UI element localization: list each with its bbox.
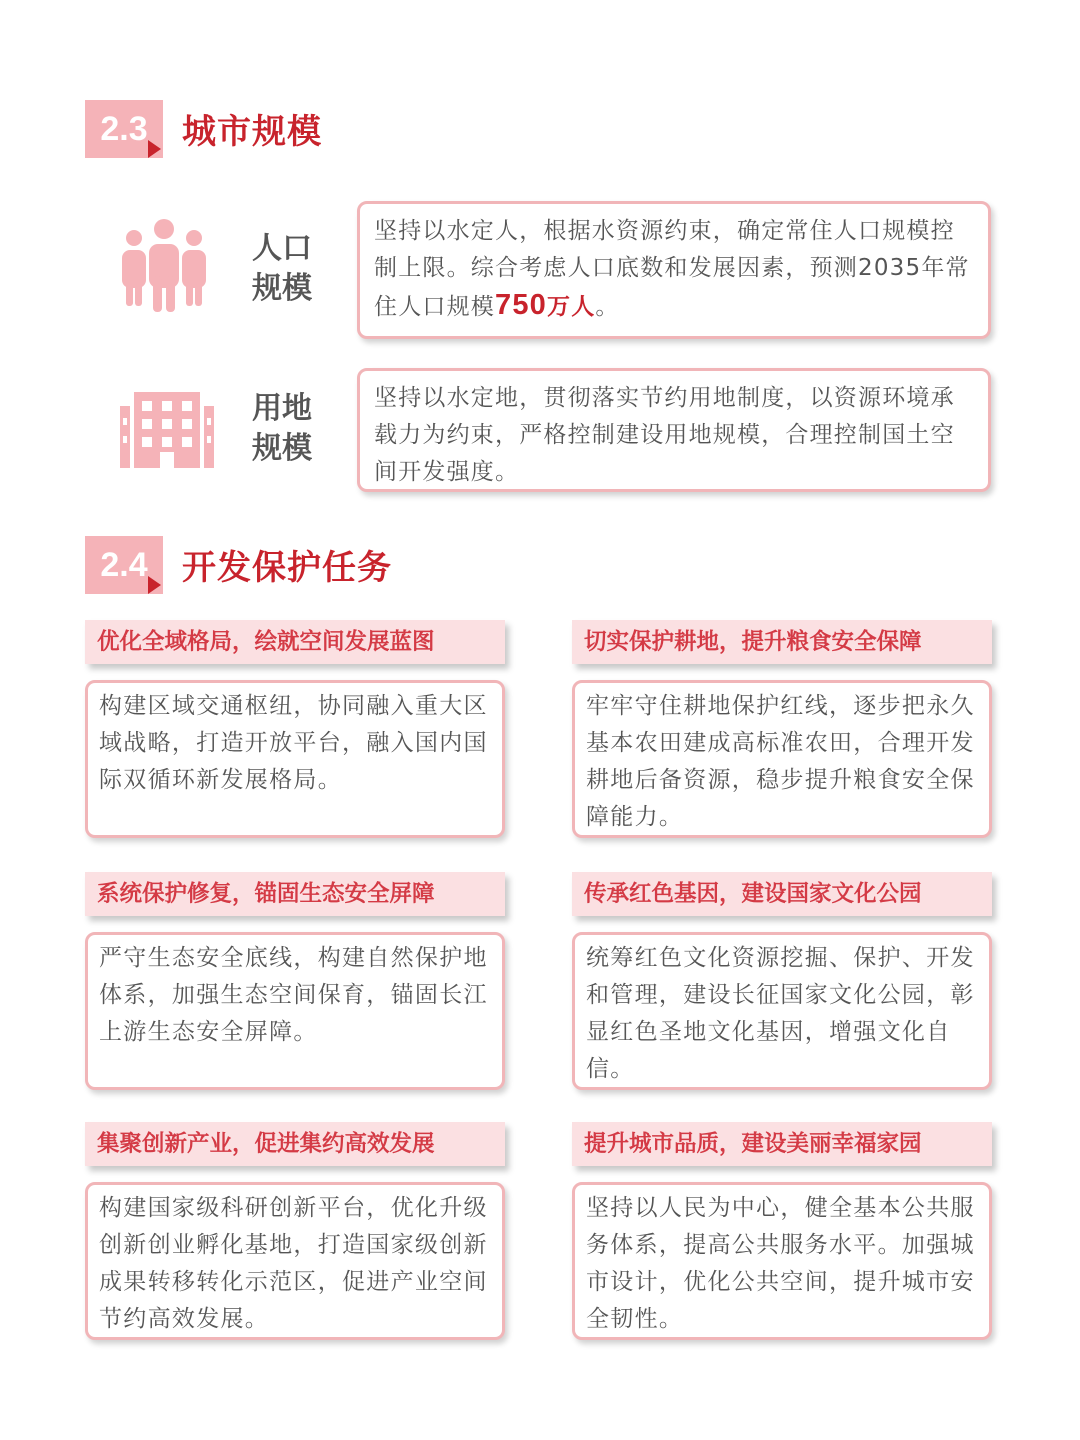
task-title: 提升城市品质，建设美丽幸福家园 (572, 1122, 992, 1166)
section-arrow-icon (148, 140, 161, 158)
task-text-box: 严守生态安全底线，构建自然保护地体系，加强生态空间保育，锚固长江上游生态安全屏障。 (85, 932, 505, 1090)
population-scale-label: 人口 规模 (252, 231, 312, 306)
section-arrow-icon (148, 576, 161, 594)
land-scale-label: 用地 规模 (252, 391, 312, 466)
population-scale-box: 坚持以水定人，根据水资源约束，确定常住人口规模控制上限。综合考虑人口底数和发展因素，预测2035年常住人口规模750万人。 (357, 201, 991, 339)
task-title: 优化全域格局，绘就空间发展蓝图 (85, 620, 505, 664)
section-title: 开发保护任务 (182, 548, 392, 588)
task-text-box: 统筹红色文化资源挖掘、保护、开发和管理，建设长征国家文化公园，彰显红色圣地文化基因，增强文化自信。 (572, 932, 992, 1090)
section-title: 城市规模 (182, 112, 322, 152)
task-text-box: 构建国家级科研创新平台，优化升级创新创业孵化基地，打造国家级创新成果转移转化示范区，促进产业空间节约高效发展。 (85, 1182, 505, 1340)
task-text-box: 坚持以人民为中心，健全基本公共服务体系，提高公共服务水平。加强城市设计，优化公共空间，提升城市安全韧性。 (572, 1182, 992, 1340)
section-number: 2.4 (85, 536, 163, 594)
section-number: 2.3 (85, 100, 163, 158)
task-title: 传承红色基因，建设国家文化公园 (572, 872, 992, 916)
task-text-box: 牢牢守住耕地保护红线，逐步把永久基本农田建成高标准农田，合理开发耕地后备资源，稳步提升粮食安全保障能力。 (572, 680, 992, 838)
people-group-icon (118, 218, 210, 314)
task-text-box: 构建区域交通枢纽，协同融入重大区域战略，打造开放平台，融入国内国际双循环新发展格局。 (85, 680, 505, 838)
building-icon (120, 392, 214, 470)
land-scale-box (357, 368, 991, 492)
task-title: 切实保护耕地，提升粮食安全保障 (572, 620, 992, 664)
land-text: 坚持以水定地，贯彻落实节约用地制度，以资源环境承载力为约束，严格控制建设用地规模，合理控制国土空间开发强度。 (374, 385, 955, 485)
task-title: 系统保护修复，锚固生态安全屏障 (85, 872, 505, 916)
task-title: 集聚创新产业，促进集约高效发展 (85, 1122, 505, 1166)
population-unit: 万人 (547, 294, 596, 320)
population-number: 750 (495, 289, 547, 321)
population-text: 坚持以水定人，根据水资源约束，确定常住人口规模控制上限。综合考虑人口底数和发展因素，预测2035年常住人口规模 (374, 218, 970, 320)
